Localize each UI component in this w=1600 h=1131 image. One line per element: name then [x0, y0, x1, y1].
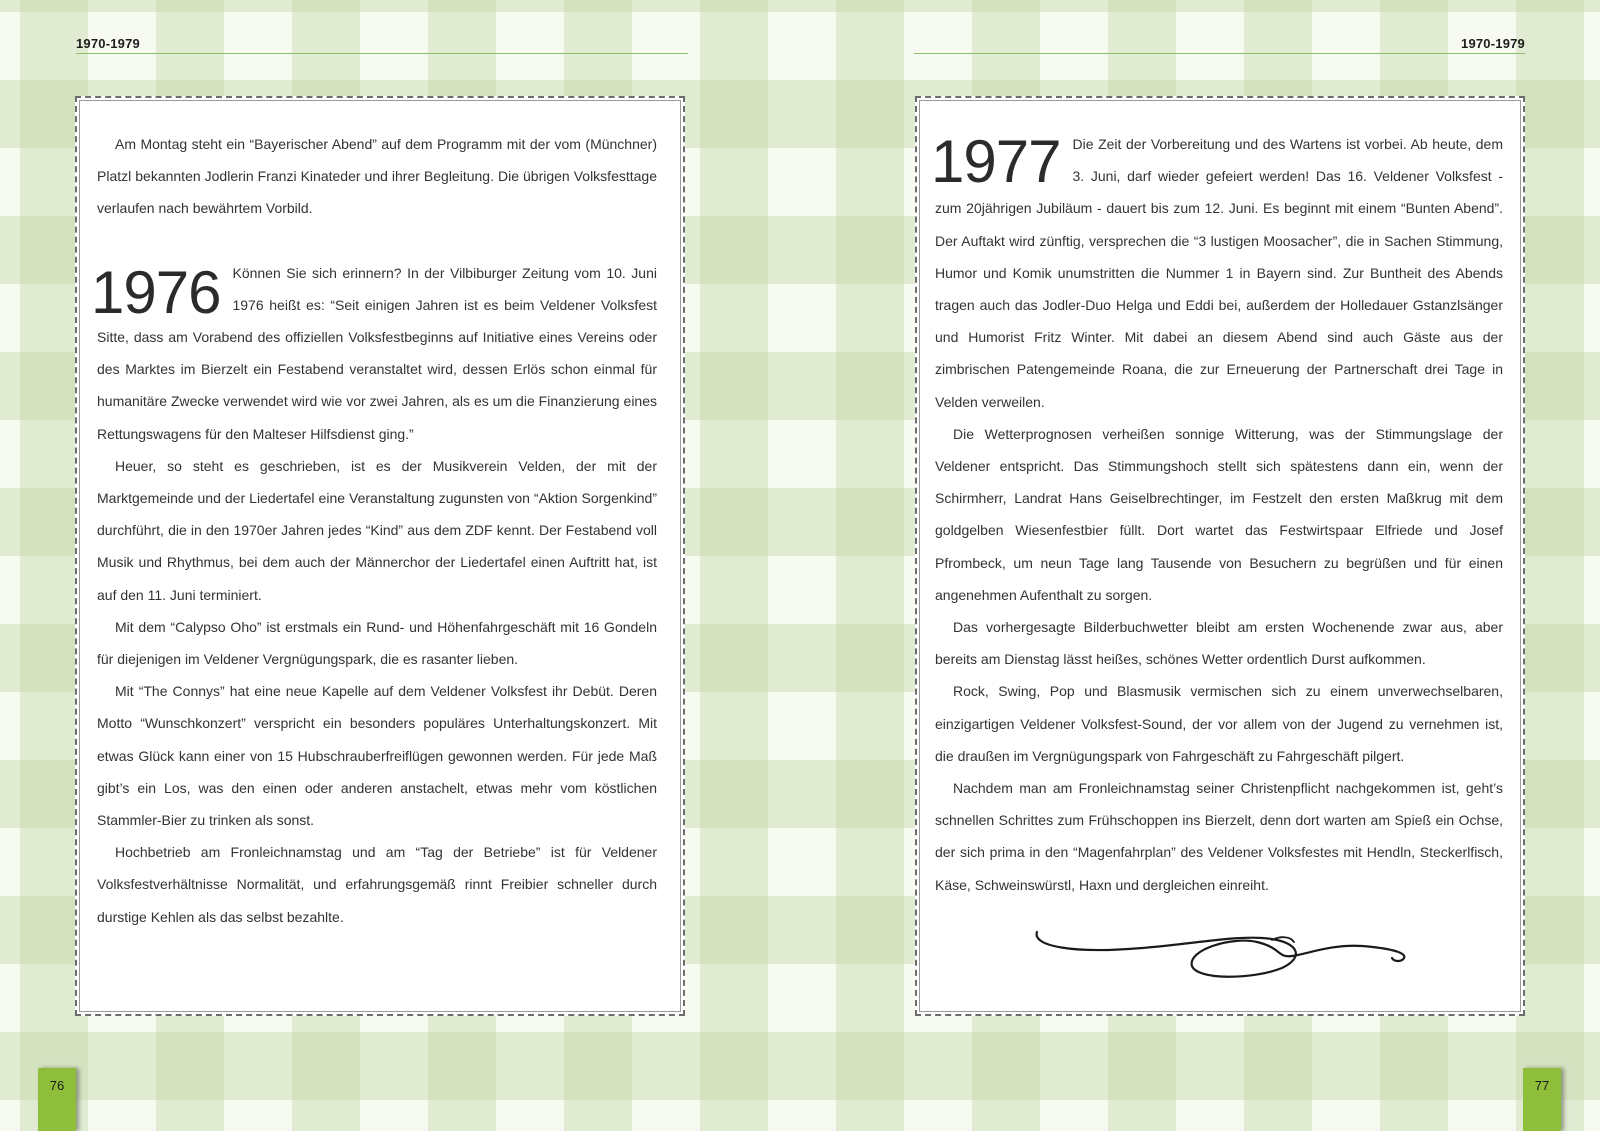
page-number-tab-left — [38, 1068, 76, 1131]
page-number: 77 — [1534, 1078, 1550, 1093]
year-drop-cap: 1977 — [931, 128, 1061, 195]
text-frame-left — [75, 96, 685, 1016]
right-page — [800, 0, 1600, 1131]
body-paragraph: Rock, Swing, Pop und Blasmusik vermischen sich zu einem unverwechselbaren, einzigartigen Veldener Volksfest-Sound, der vor allem von der Jugend zu vernehmen ist, die draußen im Vergnügungspark von Fahrgeschäft zu Fahrgeschäft pilgert. — [935, 683, 1503, 764]
body-paragraph: Nachdem man am Fronleichnamstag seiner Christenpflicht nachgekommen ist, geht’s schnellen Schrittes zum Frühschoppen ins Bierzelt, denn dort warten am Spieß ein Ochse, der sich prima in den “Magenfahrplan” des Veldener Volksfestes mit Hendln, Steckerlfisch, Käse, Schweinswürstl, Haxn und dergleichen einreiht. — [935, 780, 1503, 893]
body-paragraph: Mit “The Connys” hat eine neue Kapelle auf dem Veldener Volksfest ihr Debüt. Deren Motto “Wunschkonzert” verspricht ein besonders populäres Unterhaltungskonzert. Mit etwas Glück kann einer von 15 Hubschrauberfreiflügen gewonnen werden. Für jede Maß gibt’s ein Los, was den einen oder anderen anstachelt, etwas mehr vom köstlichen Stammler-Bier zu trinken als sonst. — [97, 683, 657, 829]
running-header-left: 1970-1979 — [76, 36, 140, 51]
body-paragraph: Heuer, so steht es geschrieben, ist es der Musikverein Velden, der mit der Marktgemeinde und der Liedertafel eine Veranstaltung zugunsten von “Aktion Sorgenkind” durchführt, die in den 1970er Jahren jedes “Kind” aus dem ZDF kennt. Der Festabend voll Musik und Rhythmus, bei dem auch der Männerchor der Liedertafel einen Auftritt hat, ist auf den 11. Juni terminiert. — [97, 457, 657, 603]
text-column-left — [91, 128, 657, 933]
body-paragraph: Mit dem “Calypso Oho” ist erstmals ein Rund- und Höhenfahrgeschäft mit 16 Gondeln für diejenigen im Veldener Vergnügungspark, die es rasanter lieben. — [97, 618, 657, 668]
year-entry-text: Können Sie sich erinnern? In der Vilbiburger Zeitung vom 10. Juni 1976 heißt es: “Seit einigen Jahren ist es beim Veldener Volksfest Sitte, dass am Vorabend des offiziellen Volksfestbeginns auf Initiative eines Vereins oder des Marktes im Bierzelt ein Festabend veranstaltet wird, dessen Erlös schon einmal für humanitäre Zwecke verwendet wird wie vor zwei Jahren, als es um die Finanzierung eines Rettungswagens für den Malteser Hilfsdienst ging.” — [97, 264, 657, 442]
paragraph-gap — [97, 225, 657, 257]
page-number-tab-right — [1523, 1068, 1561, 1131]
body-paragraph: Die Wetterprognosen verheißen sonnige Witterung, was der Stimmungslage der Veldener entspricht. Das Stimmungshoch stellt sich spätestens dann ein, wenn der Schirmherr, Landrat Hans Geiselbrechtinger, im Festzelt den ersten Maßkrug mit dem goldgelben Wiesenfestbier füllt. Dort wartet das Festwirtspaar Elfriede und Josef Pfrombeck, um neun Tage lang Tausende von Besuchern zu begrüßen und für einen angenehmen Aufenthalt zu sorgen. — [935, 425, 1503, 603]
year-entry-1977 — [931, 128, 1503, 418]
running-header-right: 1970-1979 — [1461, 36, 1525, 51]
intro-paragraph: Am Montag steht ein “Bayerischer Abend” auf dem Programm mit der vom (Münchner) Platzl bekannten Jodlerin Franzi Kinateder und ihrer Begleitung. Die übrigen Volksfesttage verlaufen nach bewährtem Vorbild. — [97, 136, 657, 217]
page-number: 76 — [49, 1078, 65, 1093]
body-paragraph: Das vorhergesagte Bilderbuchwetter bleibt am ersten Wochenende zwar aus, aber bereits am Dienstag lässt heißes, schönes Wetter ordentlich Durst aufkommen. — [935, 619, 1503, 668]
year-entry-text: Die Zeit der Vorbereitung und des Wartens ist vorbei. Ab heute, dem 3. Juni, darf wieder gefeiert werden! Das 16. Veldener Volksfest - zum 20jährigen Jubiläum - dauert bis zum 12. Juni. Es beginnt mit einem “Bunten Abend”. Der Auftakt wird zünftig, versprechen die “3 lustigen Moosacher”, die in Sachen Stimmung, Humor und Komik unumstritten die Nummer 1 in Bayern sind. Zur Buntheit des Abends tragen auch das Jodler-Duo Helga und Eddi bei, außerdem der Holledauer Gstanzlsänger und Humorist Fritz Winter. Mit dabei an diesem Abend sind auch Gäste aus der zimbrischen Patengemeinde Roana, die zur Erneuerung der Partnerschaft drei Tage in Velden verweilen. — [935, 136, 1503, 410]
year-entry-1976 — [91, 257, 657, 450]
text-column-right — [931, 128, 1503, 901]
text-frame-right — [915, 96, 1525, 1016]
body-paragraph: Hochbetrieb am Fronleichnamstag und am “Tag der Betriebe” ist für Veldener Volksfestverhältnisse Normalität, und erfahrungsgemäß rinnt Freibier schneller durch durstige Kehlen als das selbst bezahlte. — [97, 844, 657, 925]
year-drop-cap: 1976 — [91, 258, 221, 326]
header-rule-right — [914, 53, 1525, 54]
header-rule-left — [76, 53, 688, 54]
flourish-ornament-icon — [1032, 918, 1412, 988]
